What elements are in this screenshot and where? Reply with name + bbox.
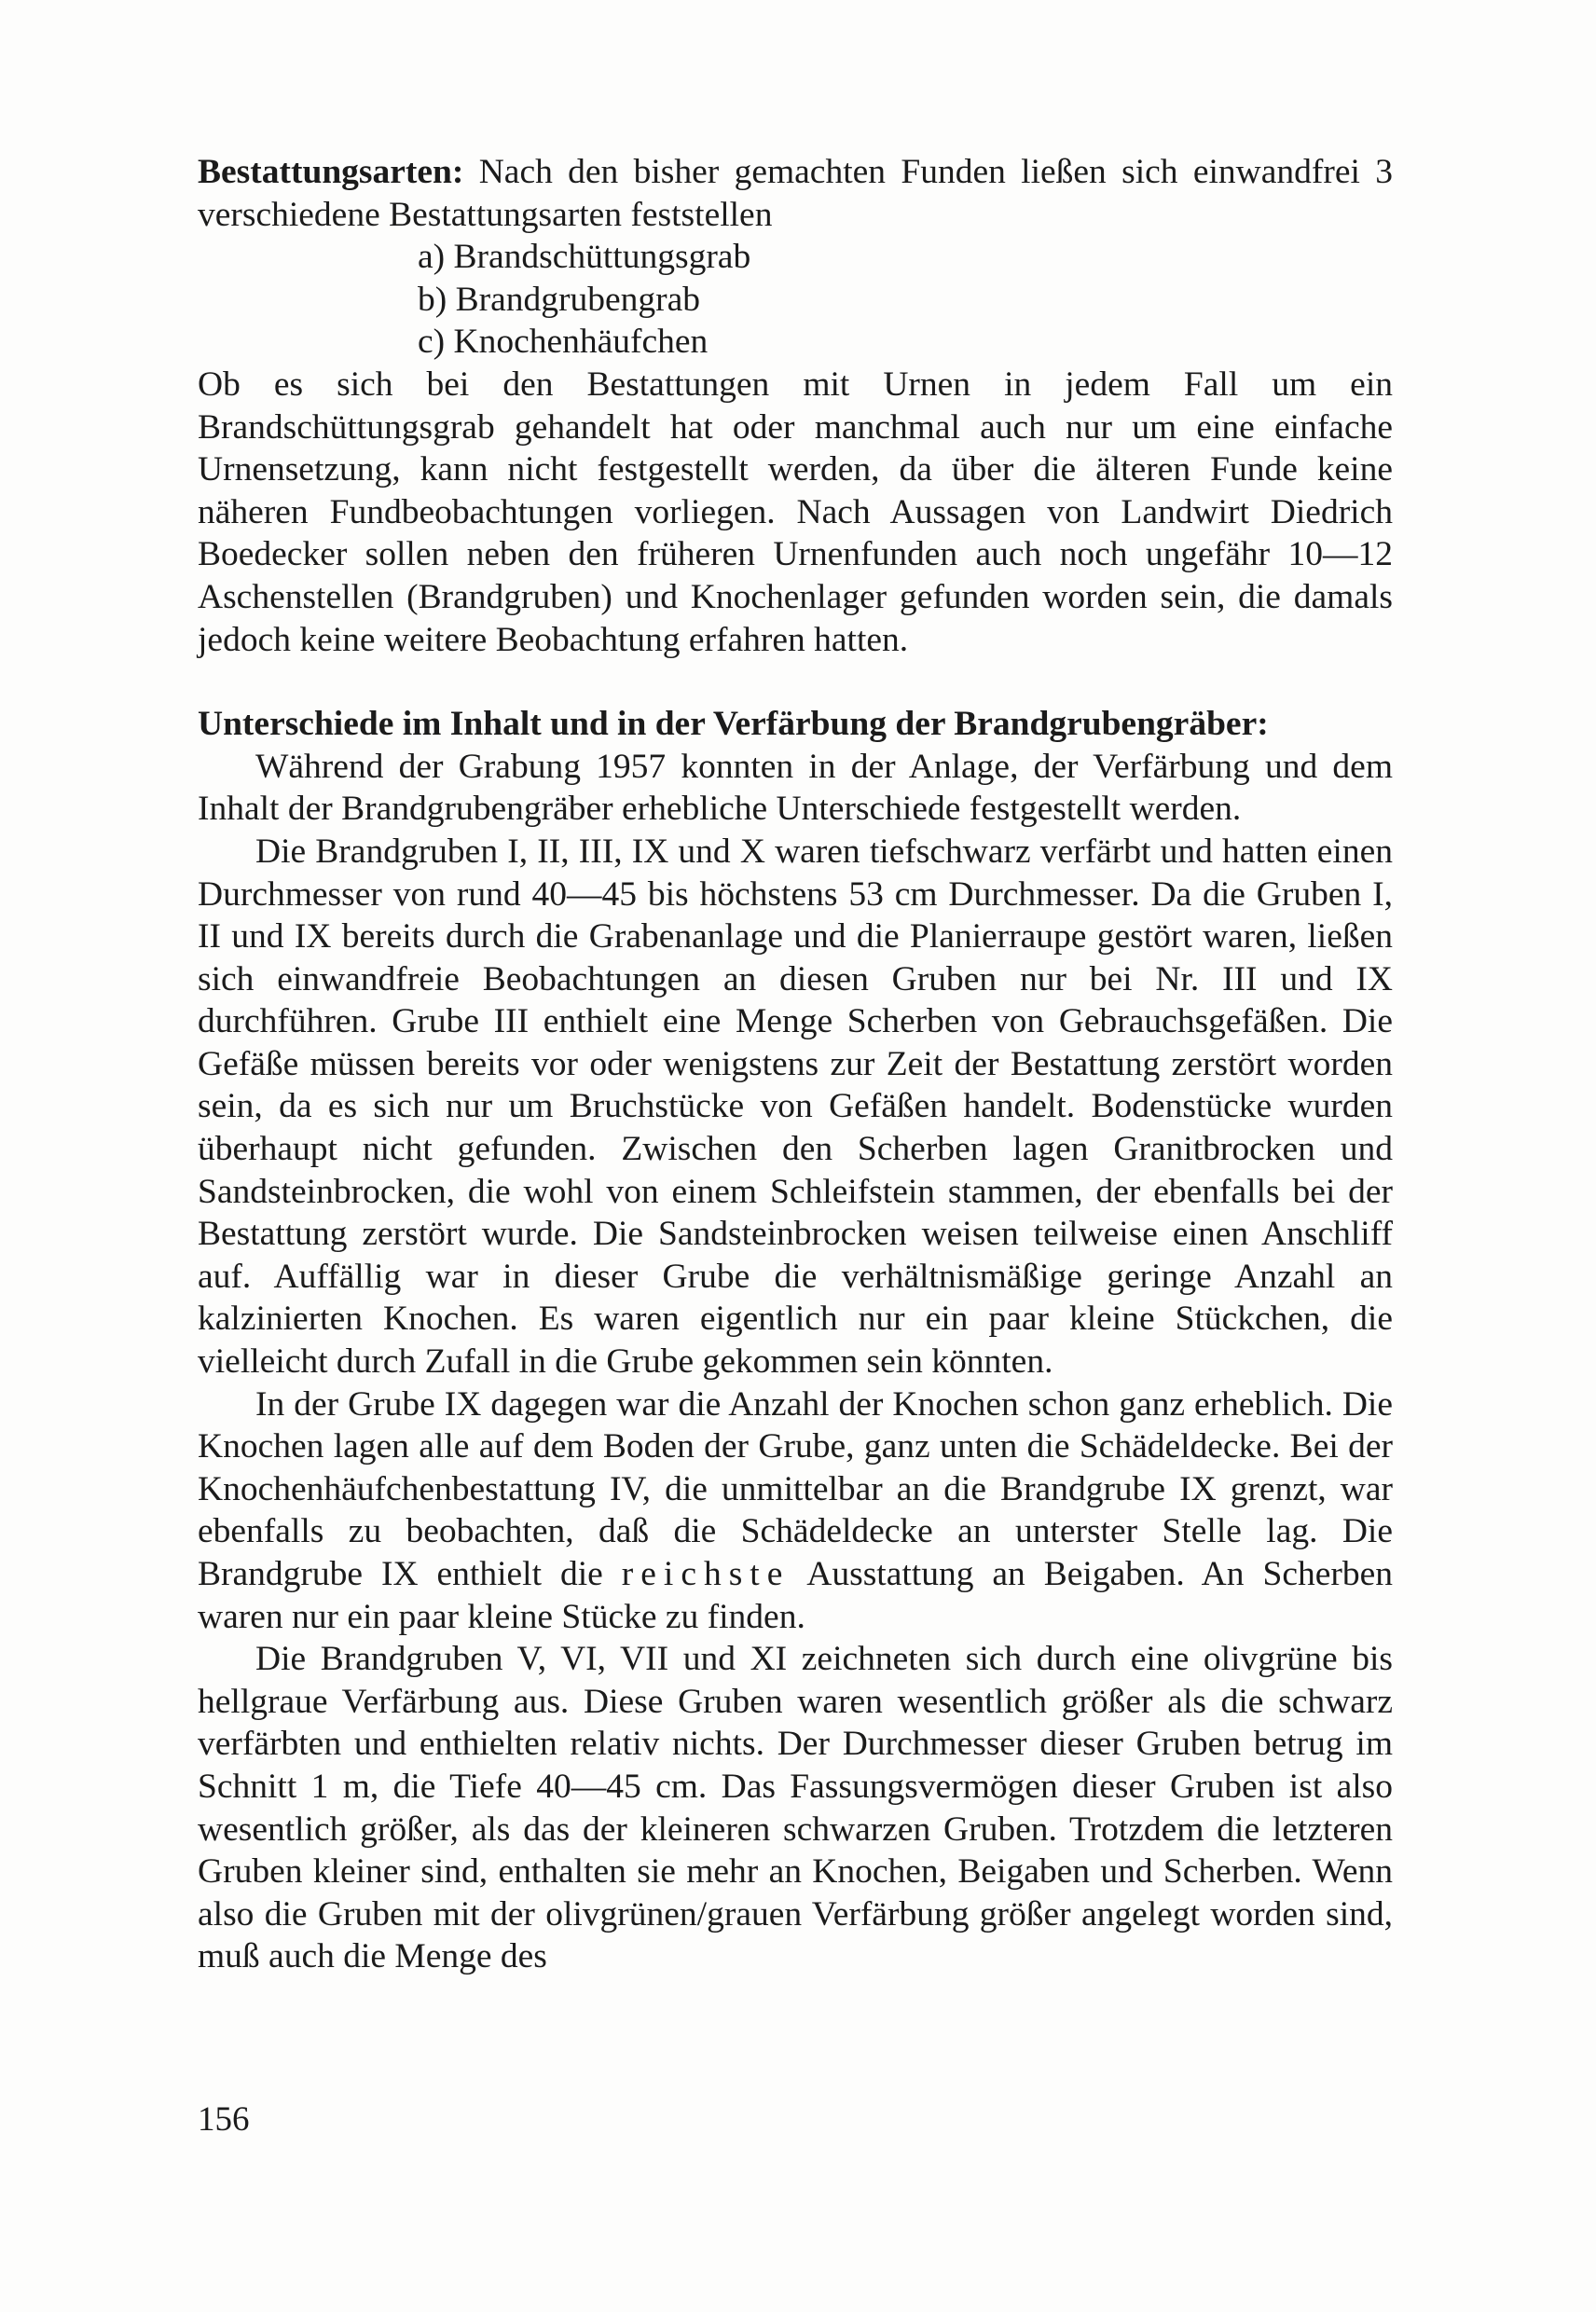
list-item-a: a) Brandschüttungsgrab — [418, 238, 751, 277]
section-gap — [198, 661, 1393, 703]
paragraph-grabung-1957: Während der Grabung 1957 konnten in der Anlage, der Verfärbung und dem Inhalt der Brandgrubengräber erhebliche Unterschiede festgestellt werden. — [198, 747, 1393, 829]
list-item-b: b) Brandgrubengrab — [418, 280, 701, 319]
section-heading-bestattungsarten: Bestattungsarten: — [198, 153, 464, 191]
list-item-c: c) Knochenhäufchen — [418, 323, 709, 362]
paragraph-grube-ix-part2: Ausstattung an Beigaben. An Scherben waren nur ein paar kleine Stücke zu finden. — [198, 1555, 1393, 1636]
paragraph-brandgruben-olivgruen: Die Brandgruben V, VI, VII und XI zeichneten sich durch eine olivgrüne bis hellgraue Verfärbung aus. Diese Gruben waren wesentlich größer als die schwarz verfärbten und enthielten relativ nichts. Der Durchmesser dieser Gruben betrug im Schnitt 1 m, die Tiefe 40—45 cm. Das Fassungsvermögen dieser Gruben ist also wesentlich größer, als das der kleineren schwarzen Gruben. Trotzdem die letzteren Gruben kleiner sind, enthalten sie mehr an Knochen, Beigaben und Scherben. Wenn also die Gruben mit der olivgrünen/grauen Verfärbung größer angelegt worden sind, muß auch die Menge des — [198, 1640, 1393, 1976]
paragraph-urnen: Ob es sich bei den Bestattungen mit Urnen in jedem Fall um ein Brandschüttungsgrab gehandelt hat oder manchmal auch nur um eine einfache Urnensetzung, kann nicht festgestellt werden, da über die älteren Funde keine näheren Fundbeobachtungen vorliegen. Nach Aussagen von Landwirt Diedrich Boedecker sollen neben den früheren Urnenfunden auch noch ungefähr 10—12 Aschenstellen (Brandgruben) und Knochenlager gefunden worden sein, die damals jedoch keine weitere Beobachtung erfahren hatten. — [198, 365, 1393, 659]
emphasis-reichste: reichste — [621, 1555, 791, 1593]
paragraph-grube-ix-part1: In der Grube IX dagegen war die Anzahl der Knochen schon ganz erheblich. Die Knochen lagen alle auf dem Boden der Grube, ganz unten die Schädeldecke. Bei der Knochenhäufchenbestattung IV, die unmittelbar an die Brandgrube IX grenzt, war ebenfalls zu beobachten, daß die Schädeldecke an unterster Stelle lag. Die Brandgrube IX enthielt die — [198, 1384, 1393, 1593]
paragraph-grube-ix — [198, 1383, 1393, 1639]
section-bestattungsarten-intro — [198, 151, 1393, 236]
intro-text: Nach den bisher gemachten Funden ließen sich einwandfrei 3 verschiedene Bestattungsarten feststellen — [198, 153, 1393, 234]
page-number: 156 — [198, 2100, 250, 2139]
body-text — [198, 151, 1393, 1978]
section-heading-unterschiede: Unterschiede im Inhalt und in der Verfärbung der Brandgrubengräber: — [198, 705, 1269, 744]
paragraph-brandgruben-schwarz: Die Brandgruben I, II, III, IX und X waren tiefschwarz verfärbt und hatten einen Durchmesser von rund 40—45 bis höchstens 53 cm Durchmesser. Da die Gruben I, II und IX bereits durch die Grabenanlage und die Planierraupe gestört waren, ließen sich einwandfreie Beobachtungen an diesen Gruben nur bei Nr. III und IX durchführen. Grube III enthielt eine Menge Scherben von Gebrauchsgefäßen. Die Gefäße müssen bereits vor oder wenigstens zur Zeit der Bestattung zerstört worden sein, da es sich nur um Bruchstücke von Gefäßen handelt. Bodenstücke wurden überhaupt nicht gefunden. Zwischen den Scherben lagen Granitbrocken und Sandsteinbrocken, die wohl von einem Schleifstein stammen, der ebenfalls bei der Bestattung zerstört wurde. Die Sandsteinbrocken weisen teilweise einen Anschliff auf. Auffällig war in dieser Grube die verhältnismäßige geringe Anzahl an kalzinierten Knochen. Es waren eigentlich nur ein paar kleine Stückchen, die vielleicht durch Zufall in die Grube gekommen sein könnten. — [198, 832, 1393, 1382]
